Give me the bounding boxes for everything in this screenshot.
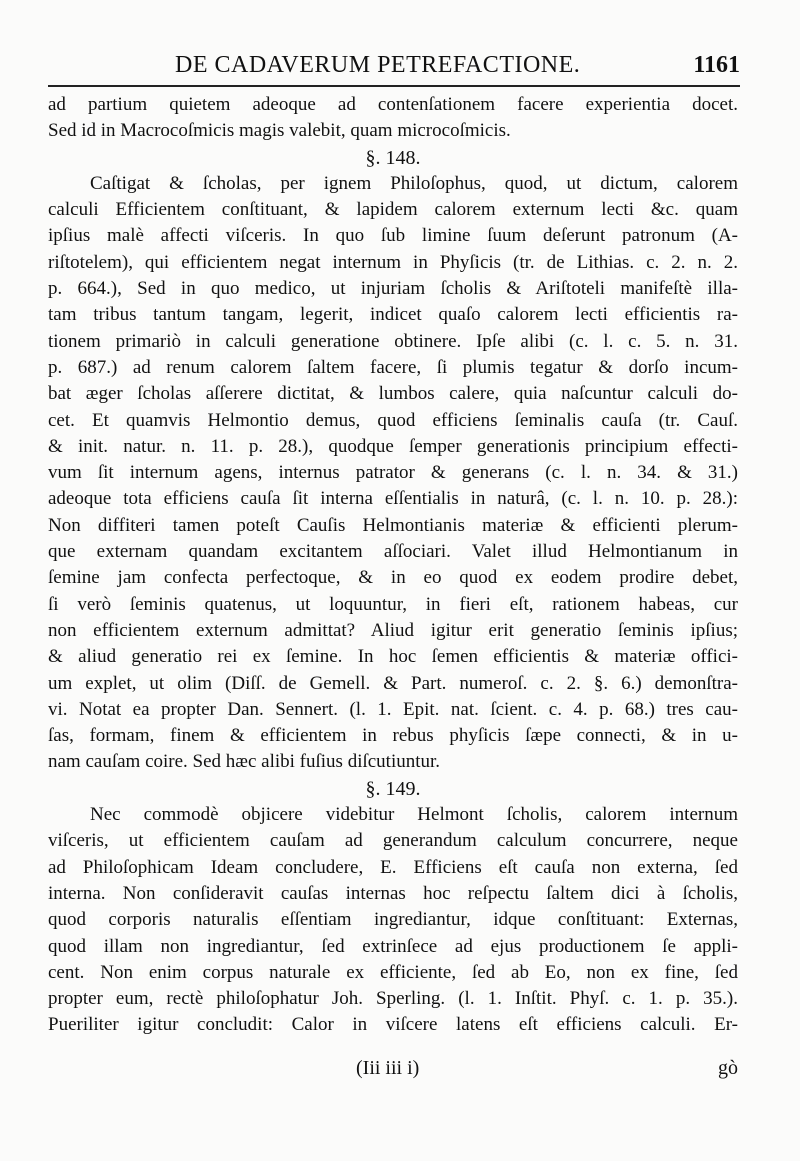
text-line: p. 687.) ad renum calorem ſaltem facere, ſi plumis tegatur & dorſo incum-: [48, 356, 738, 378]
text-line: Pueriliter igitur concludit: Calor in viſcere latens eſt efficiens calculi. Er-: [48, 1014, 738, 1036]
text-line: ſas, formam, finem & efficientem in rebus phyſicis ſæpe connecti, & in u-: [48, 725, 738, 747]
text-line: riſtotelem), qui efficientem negat internum in Phyſicis (tr. de Lithias. c. 2. n. 2.: [48, 251, 738, 273]
text-line: um explet, ut olim (Diſſ. de Gemell. & Part. numeroſ. c. 2. §. 6.) demonſtra-: [48, 672, 738, 694]
text-line: Nec commodè objicere videbitur Helmont ſcholis, calorem internum: [90, 804, 738, 826]
page-number: 1161: [693, 52, 740, 78]
text-line: propter eum, rectè philoſophatur Joh. Sperling. (l. 1. Inſtit. Phyſ. c. 1. p. 35.).: [48, 988, 738, 1010]
text-line: ſemine jam confecta perfectoque, & in eo quod ex eodem prodire debet,: [48, 567, 738, 589]
body-text: [48, 92, 738, 1039]
text-line: ſi verò ſeminis quatenus, ut loquuntur, in fieri eſt, rationem habeas, cur: [48, 593, 738, 615]
text-line: cent. Non enim corpus naturale ex efficiente, ſed ab Eo, non ex fine, ſed: [48, 961, 738, 983]
header-rule: [48, 85, 740, 87]
text-line: ipſius malè affecti viſceris. In quo ſub limine ſuum deſerunt patronum (A-: [48, 225, 738, 247]
page-footer: [48, 1057, 738, 1087]
text-line: nam cauſam coire. Sed hæc alibi fuſius diſcutiuntur.: [48, 751, 441, 773]
text-line: Non diffiteri tamen poteſt Cauſis Helmontianis materiæ & efficienti plerum-: [48, 514, 738, 536]
signature-mark: (Iii iii i): [356, 1057, 420, 1079]
text-line: viſceris, ut efficientem cauſam ad generandum calculum concurrere, neque: [48, 830, 738, 852]
text-line: vum ſit internum agens, internus patrator & generans (c. l. n. 34. & 31.): [48, 462, 738, 484]
text-line: tionem primariò in calculi generatione obtinere. Ipſe alibi (c. l. c. 5. n. 31.: [48, 330, 738, 352]
text-line: bat æger ſcholas aſſerere dictitat, & lumbos calere, quia naſcuntur calculi do-: [48, 383, 738, 405]
page-header: [40, 48, 740, 88]
text-line: non efficientem externum admittat? Aliud igitur erit generatio ſeminis ipſius;: [48, 619, 738, 641]
section-heading: §. 148.: [365, 146, 421, 169]
text-line: p. 664.), Sed in quo medico, ut injuriam ſcholis & Ariſtoteli manifeſtè illa-: [48, 278, 738, 300]
text-line: cet. Et quamvis Helmontio demus, quod efficiens ſeminalis cauſa (tr. Cauſ.: [48, 409, 738, 431]
text-line: & init. natur. n. 11. p. 28.), quodque ſemper generationis principium effecti-: [48, 435, 738, 457]
section-heading: §. 149.: [365, 777, 421, 800]
text-line: interna. Non conſideravit cauſas internas hoc reſpectu ſaltem dici à ſcholis,: [48, 882, 738, 904]
text-line: adeoque tota efficiens cauſa ſit interna eſſentialis in naturâ, (c. l. n. 10. p. 28.):: [48, 488, 738, 510]
catchword: gò: [718, 1057, 738, 1079]
text-line: Sed id in Macrocoſmicis magis valebit, quam microcoſmicis.: [48, 120, 511, 142]
text-line: quod corporis naturalis eſſentiam ingrediantur, idque conſtituant: Externas,: [48, 909, 738, 931]
text-line: tam tribus tantum tangam, legerit, indicet quaſo calorem lecti efficientis ra-: [48, 304, 738, 326]
running-title: DE CADAVERUM PETREFACTIONE.: [175, 52, 581, 78]
text-line: calculi Efficientem conſtituant, & lapidem calorem externum lecti &c. quam: [48, 199, 738, 221]
text-line: ad partium quietem adeoque ad contenſationem facere experientia docet.: [48, 94, 738, 115]
text-line: Caſtigat & ſcholas, per ignem Philoſophus, quod, ut dictum, calorem: [90, 172, 738, 194]
text-line: ad Philoſophicam Ideam concludere, E. Efficiens eſt cauſa non externa, ſed: [48, 856, 738, 878]
text-line: quod illam non ingrediantur, ſed extrinſece ad ejus productionem ſe appli-: [48, 935, 738, 957]
text-line: que externam quandam excitantem aſſociari. Valet illud Helmontianum in: [48, 541, 738, 563]
text-line: vi. Notat ea propter Dan. Sennert. (l. 1. Epit. nat. ſcient. c. 4. p. 68.) tres cau-: [48, 698, 738, 720]
text-line: & aliud generatio rei ex ſemine. In hoc ſemen efficientis & materiæ offici-: [48, 646, 738, 668]
